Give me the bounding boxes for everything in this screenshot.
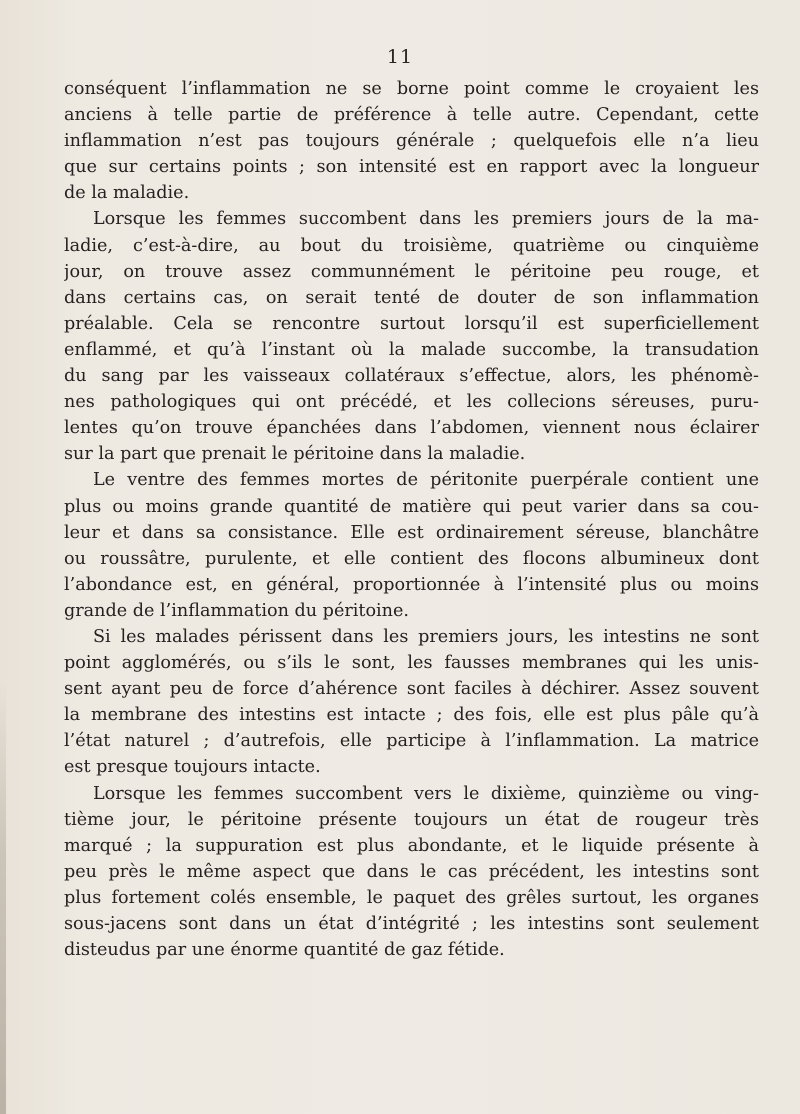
text-line: dans certains cas, on serait tenté de douter de son inflammation xyxy=(64,287,759,308)
text-line: peu près le même aspect que dans le cas précédent, les intestins sont xyxy=(64,861,759,882)
text-line: est presque toujours intacte. xyxy=(64,757,321,778)
text-line: jour, on trouve assez communnément le péritoine peu rouge, et xyxy=(64,261,759,282)
text-line: la membrane des intestins est intacte ; des fois, elle est plus pâle qu’à xyxy=(64,705,759,726)
text-line: ladie, c’est-à-dire, au bout du troisième, quatrième ou cinquième xyxy=(64,235,759,256)
text-line: inflammation n’est pas toujours générale ; quelquefois elle n’a lieu xyxy=(64,131,759,152)
text-line: tième jour, le péritoine présente toujours un état de rougeur très xyxy=(64,809,759,830)
text-line: nes pathologiques qui ont précédé, et les collecions séreuses, puru- xyxy=(64,392,759,413)
text-line: sous-jacens sont dans un état d’intégrité ; les intestins sont seulement xyxy=(64,914,759,934)
text-line: sent ayant peu de force d’ahérence sont faciles à déchirer. Assez souvent xyxy=(64,679,759,700)
text-line: plus fortement colés ensemble, le paquet des grêles surtout, les organes xyxy=(64,887,759,908)
text-line: enflammé, et qu’à l’instant où la malade succombe, la transudation xyxy=(64,339,759,360)
text-line: Lorsque les femmes succombent vers le dixième, quinzième ou ving- xyxy=(93,783,759,804)
text-line: conséquent l’inflammation ne se borne point comme le croyaient les xyxy=(64,79,759,99)
text-line: point agglomérés, ou s’ils le sont, les fausses membranes qui les unis- xyxy=(64,653,759,674)
text-line: Le ventre des femmes mortes de péritonite puerpérale contient une xyxy=(93,470,759,491)
text-line: que sur certains points ; son intensité est en rapport avec la longueur xyxy=(64,157,759,178)
text-line: ou roussâtre, purulente, et elle contient des flocons albumineux dont xyxy=(64,548,759,569)
text-line: l’abondance est, en général, proportionnée à l’intensité plus ou moins xyxy=(64,574,759,595)
text-line: sur la part que prenait le péritoine dans la maladie. xyxy=(64,444,526,465)
text-line: Lorsque les femmes succombent dans les premiers jours de la ma- xyxy=(93,209,759,230)
text-line: leur et dans sa consistance. Elle est ordinairement séreuse, blanchâtre xyxy=(64,522,759,543)
text-line: Si les malades périssent dans les premiers jours, les intestins ne sont xyxy=(93,626,759,647)
text-line: de la maladie. xyxy=(64,183,190,204)
text-line: marqué ; la suppuration est plus abondante, et le liquide présente à xyxy=(64,835,759,856)
text-line: anciens à telle partie de préférence à telle autre. Cependant, cette xyxy=(64,105,759,126)
text-line: disteudus par une énorme quantité de gaz fétide. xyxy=(64,940,505,961)
text-line: du sang par les vaisseaux collatéraux s’effectue, alors, les phénomè- xyxy=(64,366,759,387)
page-number: 11 xyxy=(386,46,414,68)
text-line: l’état naturel ; d’autrefois, elle participe à l’inflammation. La matrice xyxy=(64,731,759,752)
body-text xyxy=(64,76,759,963)
text-line: plus ou moins grande quantité de matière qui peut varier dans sa cou- xyxy=(64,496,759,517)
text-line: préalable. Cela se rencontre surtout lorsqu’il est superficiellement xyxy=(64,313,759,334)
text-line: grande de l’inflammation du péritoine. xyxy=(64,600,410,621)
text-line: lentes qu’on trouve épanchées dans l’abdomen, viennent nous éclairer xyxy=(64,418,759,439)
scan-shadow xyxy=(0,680,6,1114)
